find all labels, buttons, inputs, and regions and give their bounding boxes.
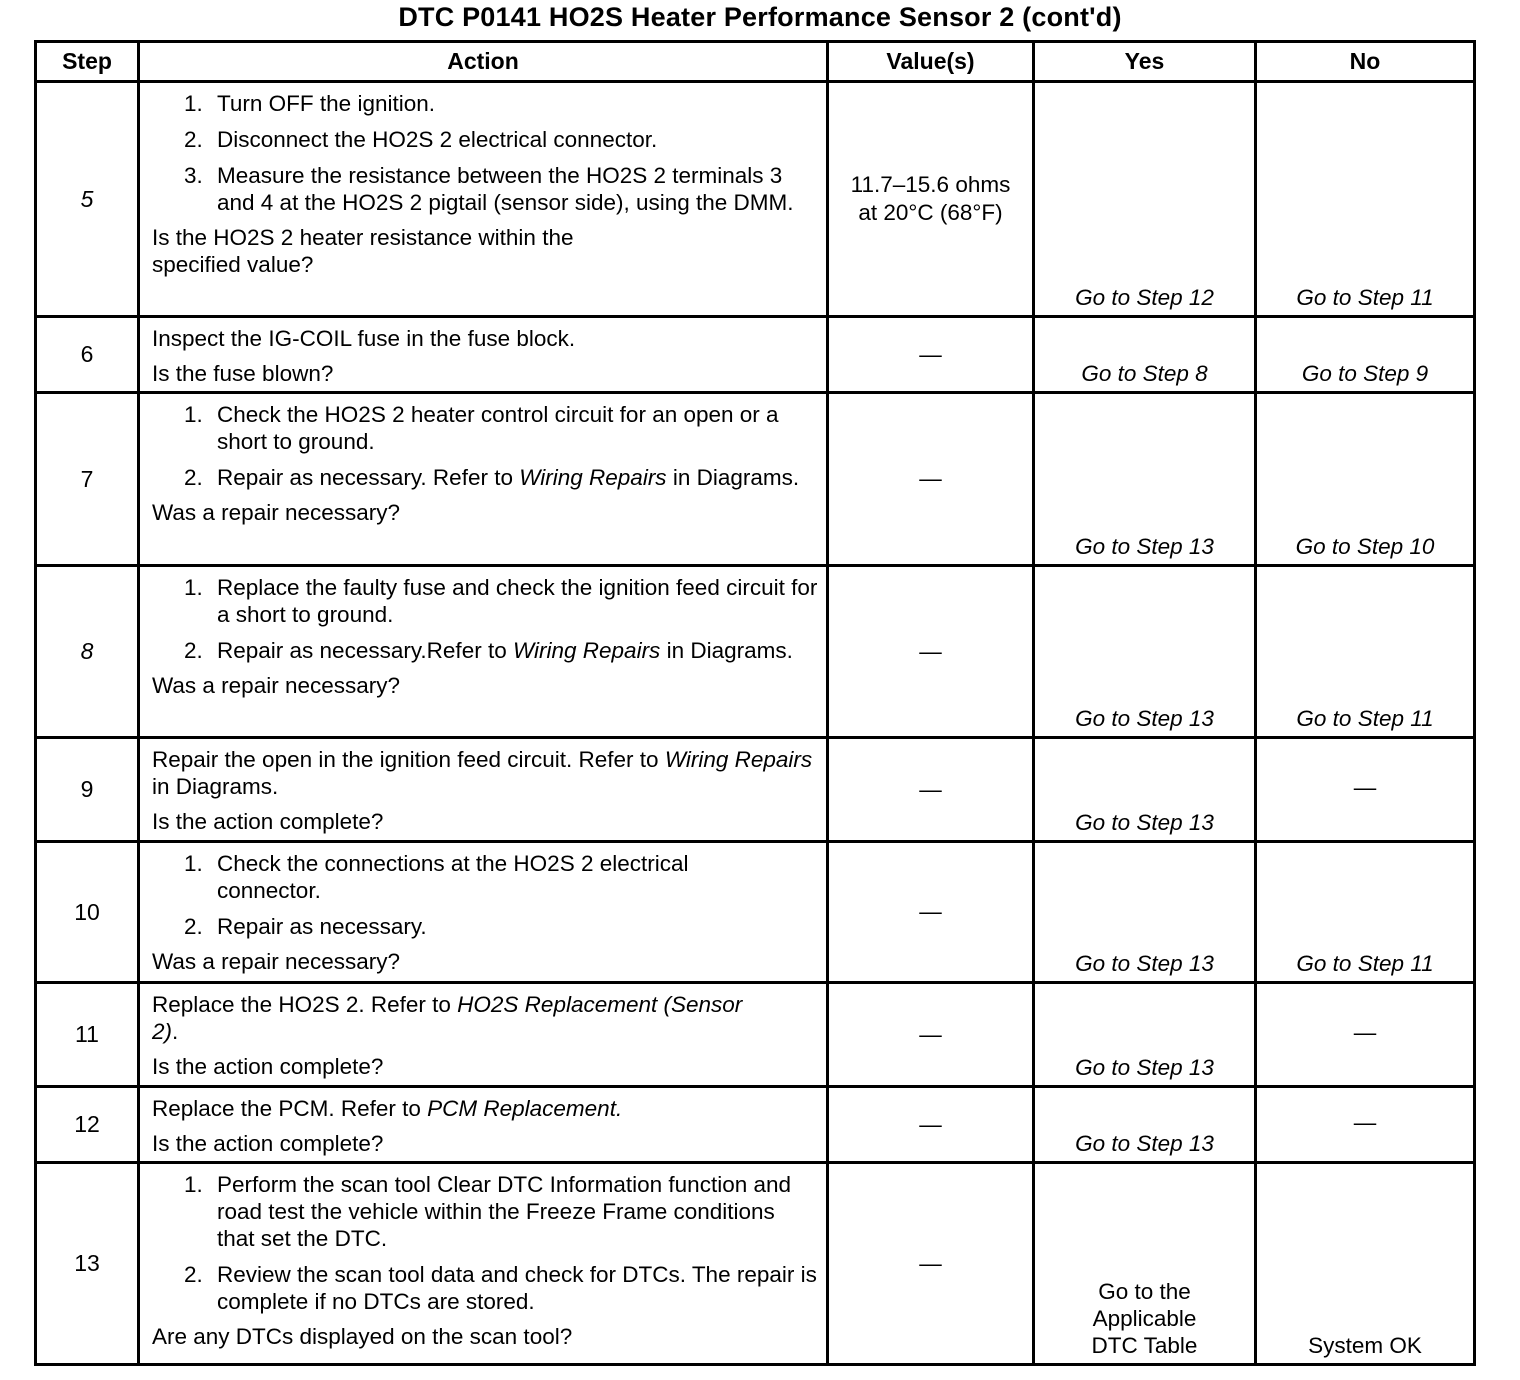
header-values: Value(s) <box>828 42 1034 82</box>
no-cell: Go to Step 10 <box>1256 393 1475 566</box>
table-row <box>36 566 1475 738</box>
table-row <box>36 1087 1475 1163</box>
action-item: 2. Review the scan tool data and check for DTCs. The repair is complete if no DTCs are stored. <box>209 1261 818 1315</box>
action-cell <box>139 983 828 1087</box>
action-item: 1. Perform the scan tool Clear DTC Information function and road test the vehicle within the Freeze Frame conditions that set the DTC. <box>209 1171 818 1252</box>
yes-cell: Go to Step 13 <box>1034 738 1256 842</box>
action-cell <box>139 1163 828 1365</box>
action-cell <box>139 317 828 393</box>
table-row <box>36 842 1475 983</box>
pcm-replacement-reference: PCM Replacement. <box>427 1096 623 1121</box>
step-number: 8 <box>36 566 139 738</box>
wiring-repairs-reference: Wiring Repairs <box>519 465 667 490</box>
header-yes: Yes <box>1034 42 1256 82</box>
action-question: Is the action complete? <box>152 1054 384 1079</box>
value-cell: — <box>828 1163 1034 1365</box>
no-cell: — <box>1256 983 1475 1087</box>
value-cell: — <box>828 566 1034 738</box>
yes-line: DTC Table <box>1091 1333 1198 1358</box>
table-row <box>36 1163 1475 1365</box>
yes-cell: Go to Step 13 <box>1034 842 1256 983</box>
value-cell: — <box>828 1087 1034 1163</box>
header-action: Action <box>139 42 828 82</box>
ho2s-replacement-reference: HO2S Replacement (Sensor 2) <box>152 992 743 1044</box>
step-number: 12 <box>36 1087 139 1163</box>
yes-line: Go to the <box>1098 1279 1191 1304</box>
header-row <box>36 42 1475 82</box>
action-cell <box>139 393 828 566</box>
action-question: Are any DTCs displayed on the scan tool? <box>152 1324 573 1349</box>
no-cell: Go to Step 11 <box>1256 82 1475 317</box>
header-no: No <box>1256 42 1475 82</box>
action-question: Was a repair necessary? <box>152 949 401 974</box>
page-title: DTC P0141 HO2S Heater Performance Sensor 2 (cont'd) <box>398 2 1122 32</box>
yes-cell <box>1034 1163 1256 1365</box>
action-question: Was a repair necessary? <box>152 500 401 525</box>
action-cell <box>139 1087 828 1163</box>
action-item: 2. Repair as necessary. Refer to Wiring Repairs in Diagrams. <box>209 464 818 491</box>
wiring-repairs-reference: Wiring Repairs <box>512 638 661 663</box>
yes-cell: Go to Step 13 <box>1034 566 1256 738</box>
yes-cell: Go to Step 13 <box>1034 983 1256 1087</box>
step-number: 7 <box>36 393 139 566</box>
action-text: Repair the open in the ignition feed circuit. Refer to Wiring Repairs in Diagrams. <box>152 747 813 799</box>
action-item: 1. Replace the faulty fuse and check the ignition feed circuit for a short to ground. <box>209 574 818 628</box>
action-text: Replace the HO2S 2. Refer to HO2S Replacement (Sensor 2). <box>152 992 743 1044</box>
no-cell: Go to Step 9 <box>1256 317 1475 393</box>
value-cell: — <box>828 738 1034 842</box>
yes-cell: Go to Step 8 <box>1034 317 1256 393</box>
value-cell: — <box>828 317 1034 393</box>
header-step: Step <box>36 42 139 82</box>
step-number: 11 <box>36 983 139 1087</box>
no-cell: Go to Step 11 <box>1256 842 1475 983</box>
action-item: 3. Measure the resistance between the HO2S 2 terminals 3 and 4 at the HO2S 2 pigtail (sensor side), using the DMM. <box>209 162 818 216</box>
action-question: Is the HO2S 2 heater resistance within the specified value? <box>152 225 574 277</box>
action-item: 1. Check the HO2S 2 heater control circuit for an open or a short to ground. <box>209 401 818 455</box>
action-question: Is the action complete? <box>152 1131 384 1156</box>
no-cell: — <box>1256 1087 1475 1163</box>
step-number: 10 <box>36 842 139 983</box>
action-question: Is the fuse blown? <box>152 361 334 386</box>
action-item: 1. Check the connections at the HO2S 2 electrical connector. <box>209 850 818 904</box>
yes-line: Applicable <box>1092 1306 1197 1331</box>
value-cell: — <box>828 983 1034 1087</box>
value-cell: — <box>828 393 1034 566</box>
table-row <box>36 393 1475 566</box>
action-cell <box>139 738 828 842</box>
yes-cell: Go to Step 12 <box>1034 82 1256 317</box>
diagnostic-table <box>34 40 1476 1366</box>
step-number: 5 <box>36 82 139 317</box>
action-item: 2. Repair as necessary. <box>209 913 818 940</box>
step-number: 9 <box>36 738 139 842</box>
step-number: 13 <box>36 1163 139 1365</box>
step-number: 6 <box>36 317 139 393</box>
table-row <box>36 82 1475 317</box>
yes-cell: Go to Step 13 <box>1034 393 1256 566</box>
value-line: at 20°C (68°F) <box>858 200 1003 225</box>
action-question: Was a repair necessary? <box>152 673 401 698</box>
wiring-repairs-reference: Wiring Repairs <box>664 747 813 772</box>
action-item: 1. Turn OFF the ignition. <box>209 90 818 117</box>
table-row <box>36 317 1475 393</box>
action-item: 2. Repair as necessary.Refer to Wiring Repairs in Diagrams. <box>209 637 818 664</box>
value-cell: — <box>828 842 1034 983</box>
no-cell: — <box>1256 738 1475 842</box>
value-cell <box>828 82 1034 317</box>
table-row <box>36 738 1475 842</box>
action-item: 2. Disconnect the HO2S 2 electrical connector. <box>209 126 818 153</box>
yes-cell: Go to Step 13 <box>1034 1087 1256 1163</box>
action-question: Is the action complete? <box>152 809 384 834</box>
action-cell <box>139 842 828 983</box>
action-cell <box>139 82 828 317</box>
action-text: Inspect the IG-COIL fuse in the fuse block. <box>152 326 576 351</box>
table-row <box>36 983 1475 1087</box>
action-text: Replace the PCM. Refer to PCM Replacement. <box>152 1096 623 1121</box>
action-cell <box>139 566 828 738</box>
no-cell: Go to Step 11 <box>1256 566 1475 738</box>
value-line: 11.7–15.6 ohms <box>850 172 1011 197</box>
no-cell: System OK <box>1256 1163 1475 1365</box>
